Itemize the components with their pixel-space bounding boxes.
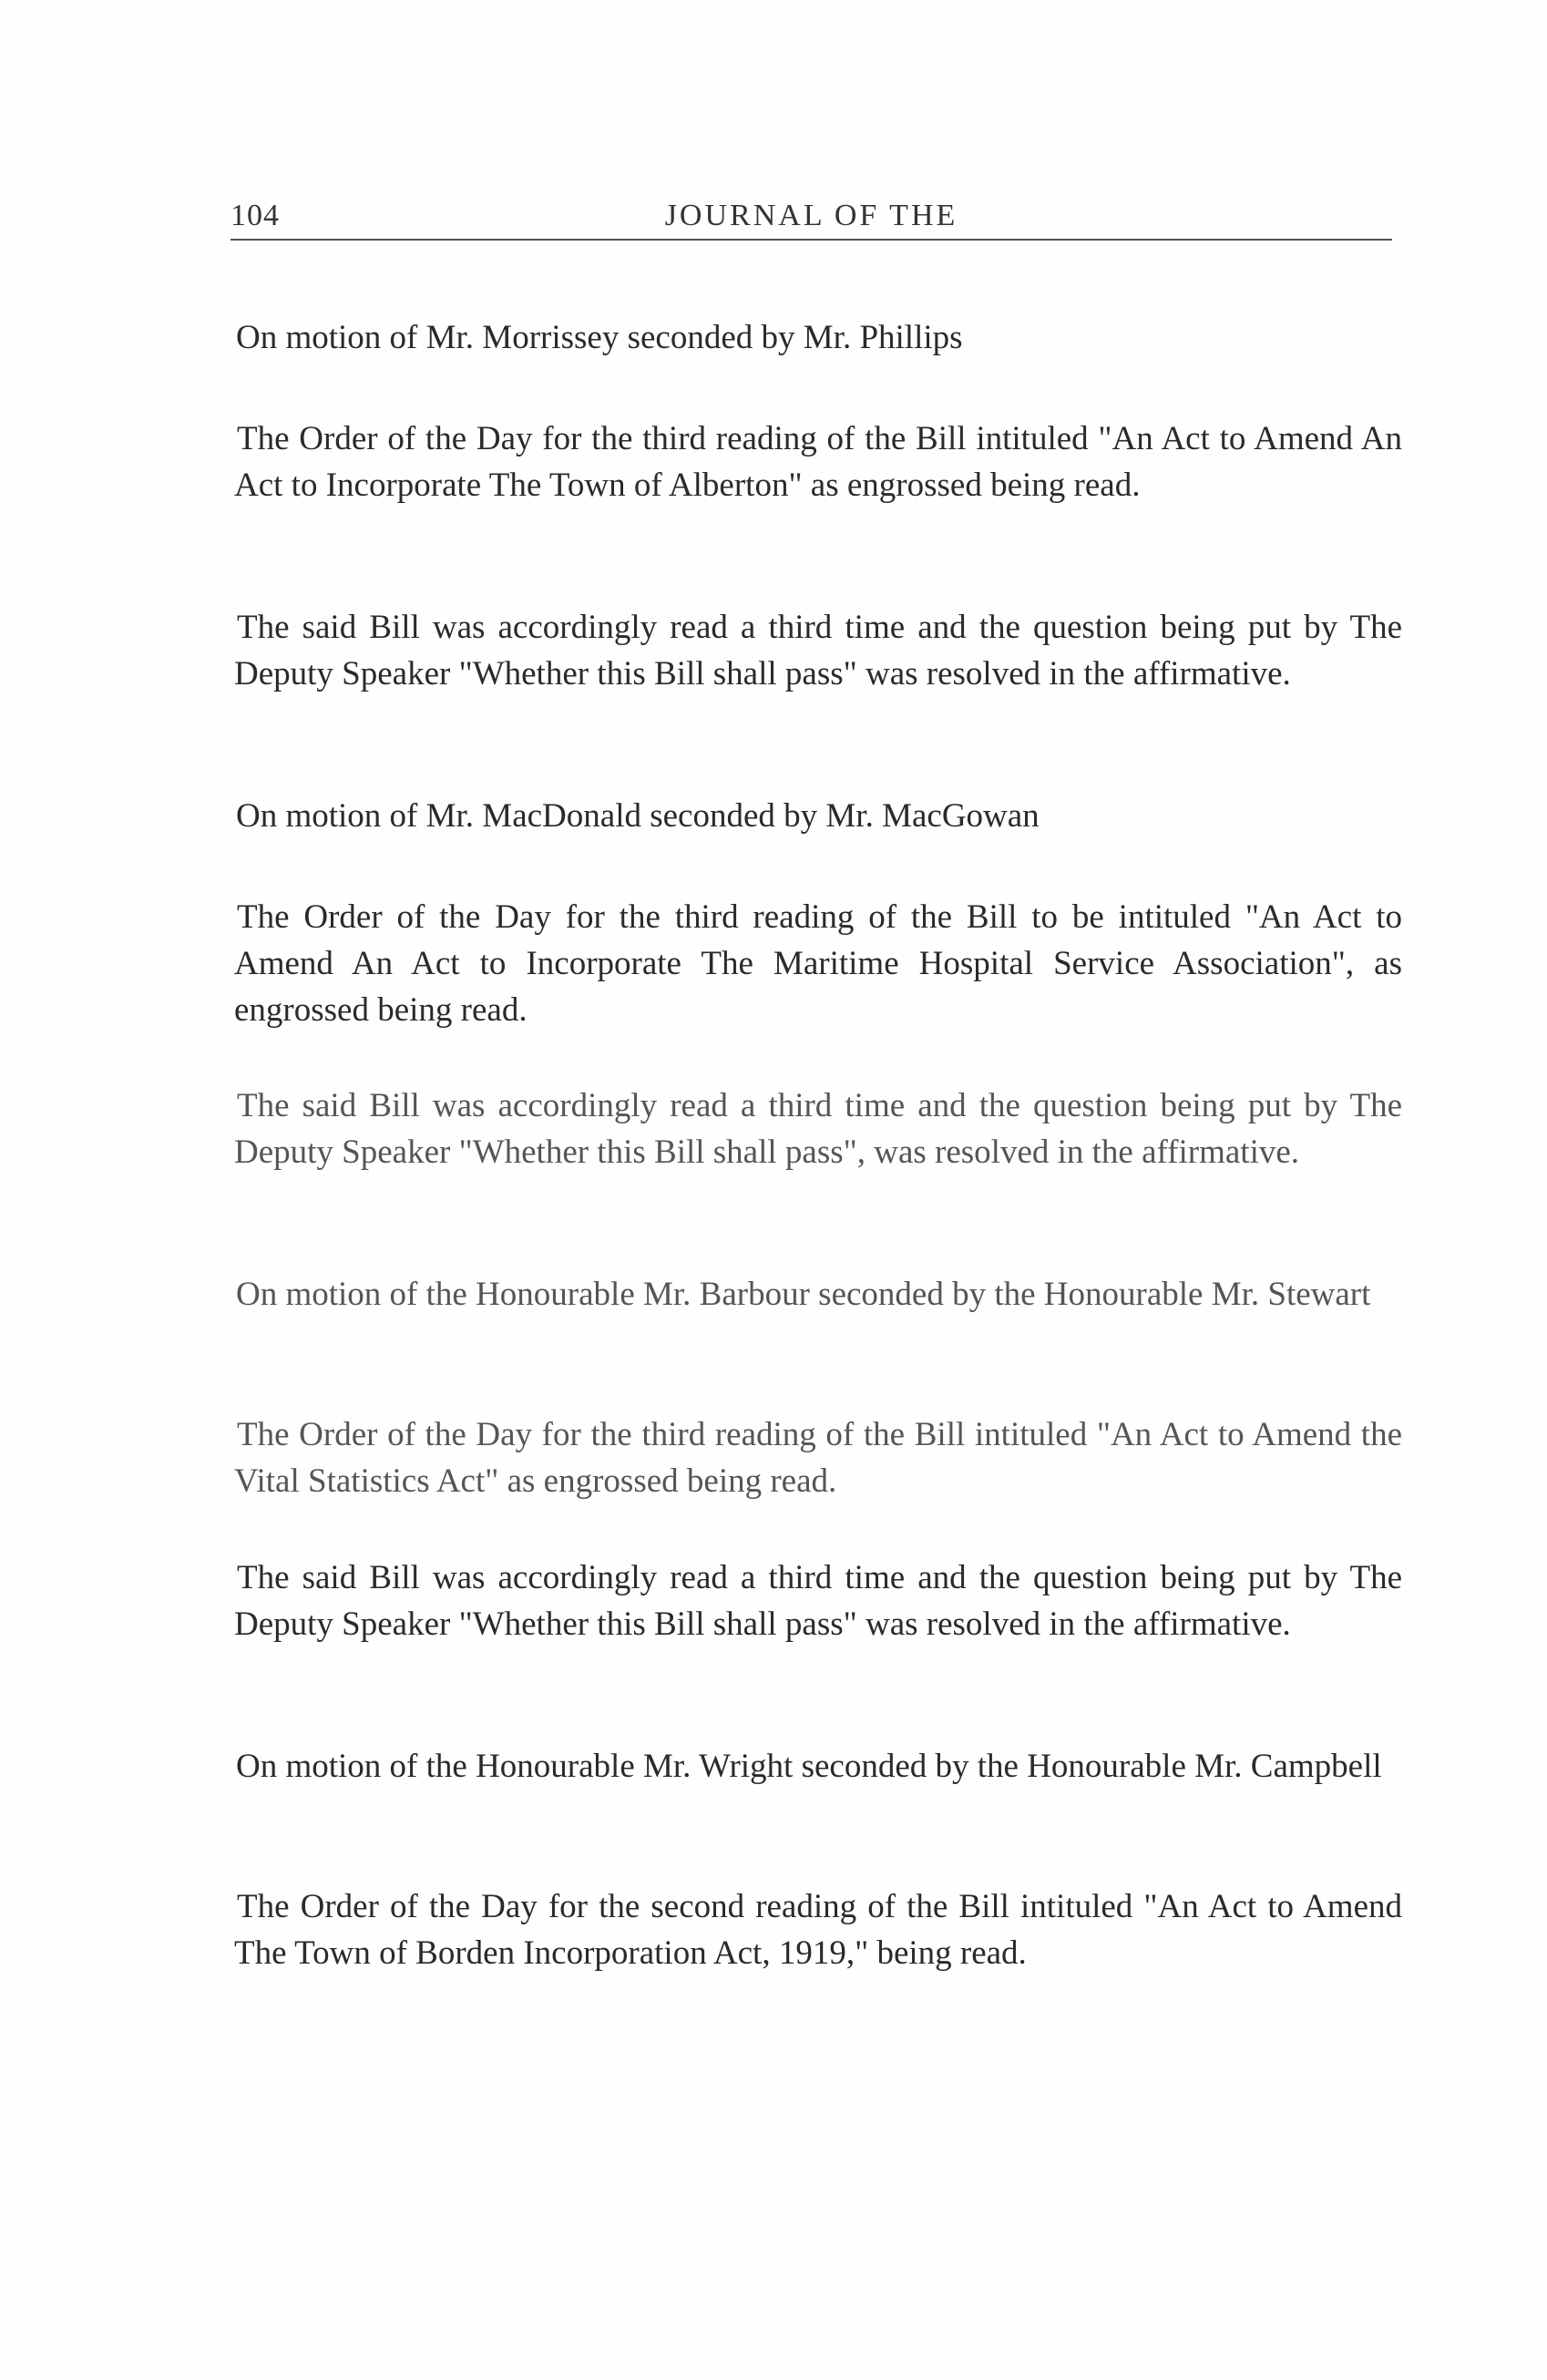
resolution-paragraph: The said Bill was accordingly read a third time and the question being put by The Deputy Speaker "Whether this Bill shall pass", was resolved in the affirmative. bbox=[234, 1087, 1402, 1171]
running-title: JOURNAL OF THE bbox=[664, 199, 958, 232]
order-of-day-paragraph: The Order of the Day for the third reading of the Bill to be intituled "An Act to Amend An Act to Incorporate The Maritime Hospital Service Association", as engrossed being read. bbox=[234, 898, 1402, 1029]
resolution-paragraph: The said Bill was accordingly read a third time and the question being put by The Deputy Speaker "Whether this Bill shall pass" was resolved in the affirmative. bbox=[234, 609, 1402, 692]
order-of-day-paragraph: The Order of the Day for the second reading of the Bill intituled "An Act to Amend The Town of Borden Incorporation Act, 1919," being read. bbox=[234, 1888, 1402, 1972]
motion-paragraph: On motion of Mr. Morrissey seconded by Mr. Phillips bbox=[236, 319, 963, 356]
header-rule bbox=[231, 239, 1392, 241]
resolution-paragraph: The said Bill was accordingly read a third time and the question being put by The Deputy Speaker "Whether this Bill shall pass" was resolved in the affirmative. bbox=[234, 1559, 1402, 1643]
motion-paragraph: On motion of Mr. MacDonald seconded by Mr. MacGowan bbox=[236, 797, 1040, 835]
motion-paragraph: On motion of the Honourable Mr. Wright seconded by the Honourable Mr. Campbell bbox=[236, 1748, 1382, 1785]
page-number: 104 bbox=[231, 199, 280, 232]
order-of-day-paragraph: The Order of the Day for the third reading of the Bill intituled "An Act to Amend the Vital Statistics Act" as engrossed being read. bbox=[234, 1416, 1402, 1500]
order-of-day-paragraph: The Order of the Day for the third reading of the Bill intituled "An Act to Amend An Act to Incorporate The Town of Alberton" as engrossed being read. bbox=[234, 420, 1402, 504]
motion-paragraph: On motion of the Honourable Mr. Barbour seconded by the Honourable Mr. Stewart bbox=[236, 1276, 1371, 1313]
